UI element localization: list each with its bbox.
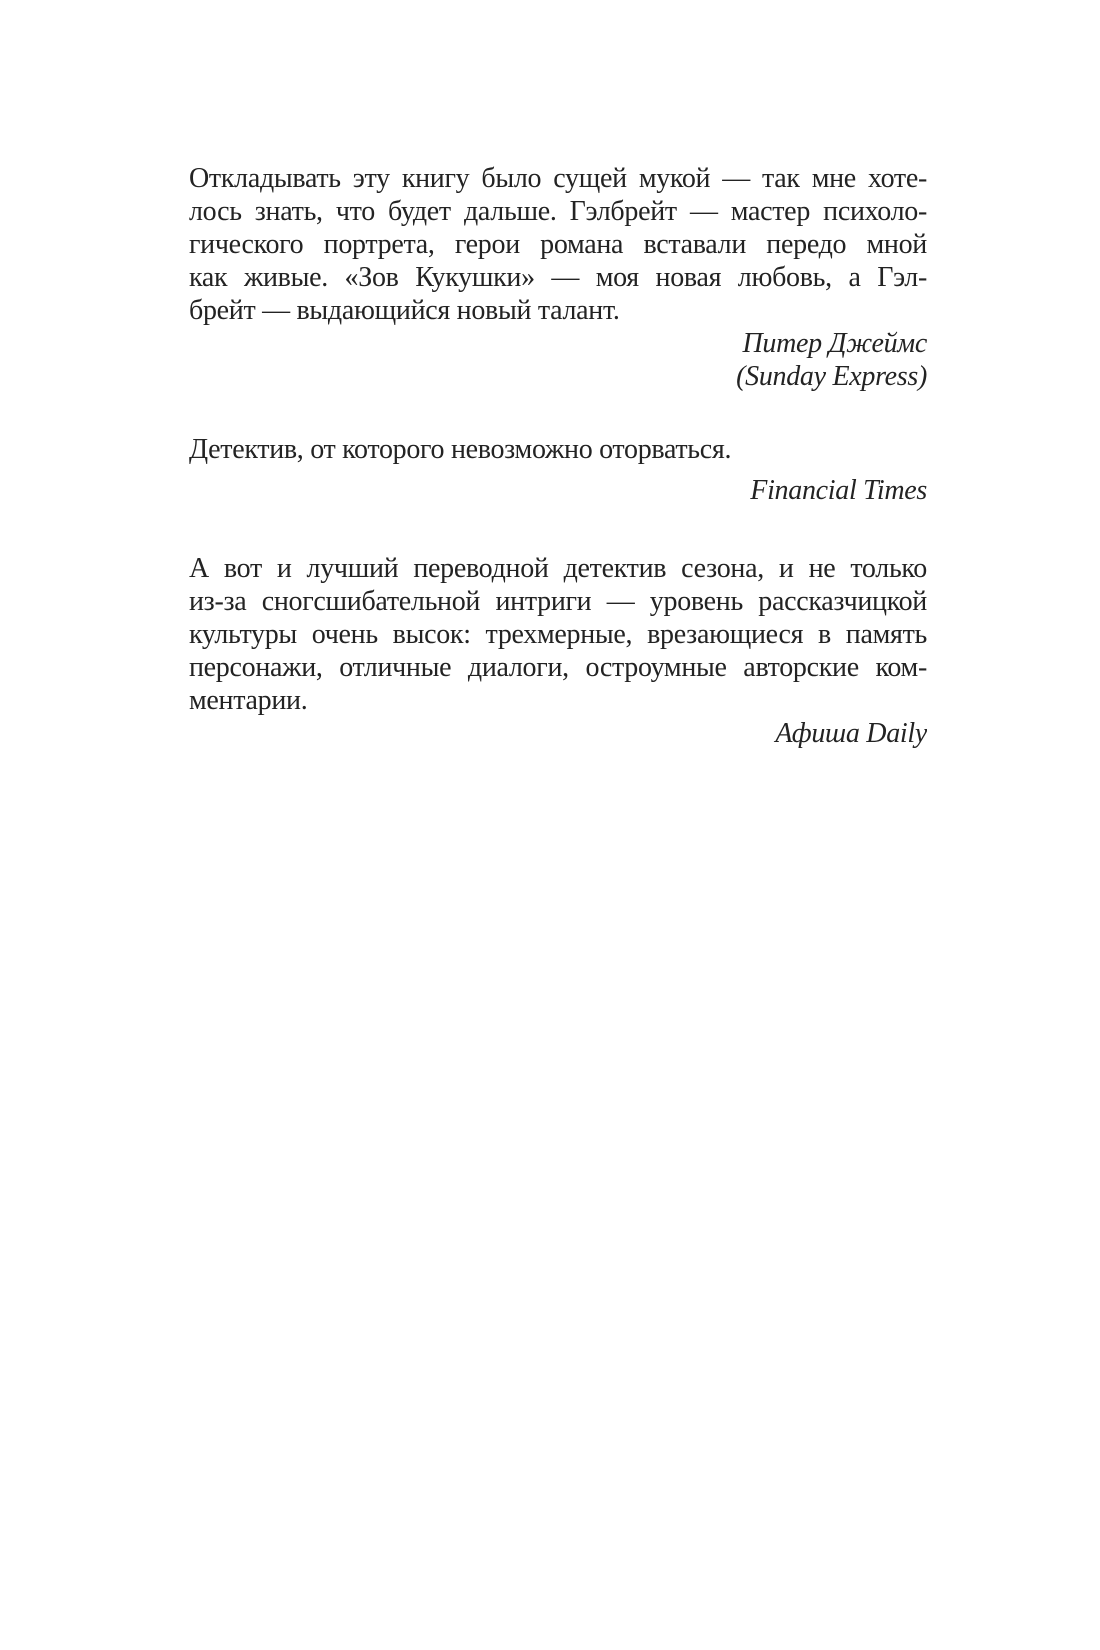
quote-line: гического портрета, герои романа вставали передо мной	[189, 229, 927, 260]
quote-line: Откладывать эту книгу было сущей мукой — так мне хоте-	[189, 163, 927, 194]
quote-line: брейт — выдающийся новый талант.	[189, 295, 620, 326]
quote-line: Детектив, от которого невозможно оторваться.	[189, 434, 732, 465]
quote-line: ментарии.	[189, 685, 308, 716]
reviews-column	[189, 162, 927, 750]
quote-line: лось знать, что будет дальше. Гэлбрейт — мастер психоло-	[189, 196, 927, 227]
review-quote-3	[189, 552, 927, 717]
attribution-line: Питер Джеймс	[742, 328, 927, 359]
quote-line: из-за сногсшибательной интриги — уровень рассказчицкой	[189, 586, 927, 617]
review-attribution-1	[189, 327, 927, 393]
quote-line: персонажи, отличные диалоги, остроумные авторские ком-	[189, 652, 927, 683]
review-quote-2	[189, 433, 927, 466]
attribution-line: Financial Times	[750, 475, 927, 506]
attribution-line: (Sunday Express)	[736, 361, 927, 392]
review-attribution-2	[189, 474, 927, 507]
quote-line: А вот и лучший переводной детектив сезона, и не только	[189, 553, 927, 584]
review-quote-1	[189, 162, 927, 327]
quote-line: как живые. «Зов Кукушки» — моя новая любовь, а Гэл-	[189, 262, 927, 293]
attribution-line: Афиша Daily	[775, 718, 927, 749]
review-attribution-3	[189, 717, 927, 750]
quote-line: культуры очень высок: трехмерные, врезающиеся в память	[189, 619, 927, 650]
